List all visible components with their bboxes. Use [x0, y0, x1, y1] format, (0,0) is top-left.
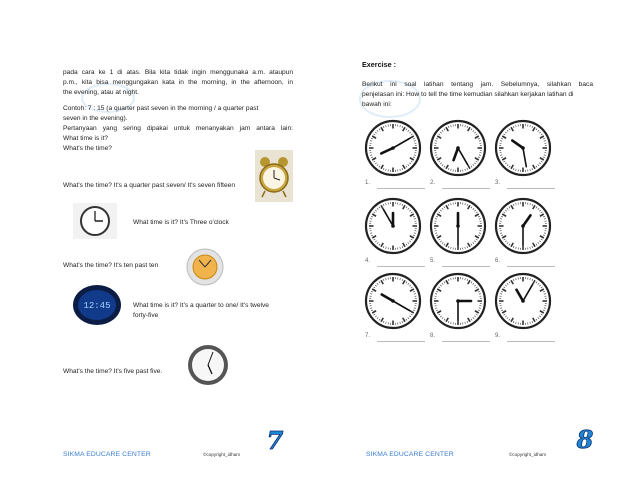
answer-line-8[interactable] — [442, 341, 490, 342]
instruction-line-3: bawah ini: — [362, 101, 392, 108]
clock-label-2: 2. — [430, 180, 436, 186]
clock-label-8: 8. — [430, 333, 436, 339]
example-line-1: Contoh: 7 : 15 (a quarter past seven in the morning / a quarter past — [63, 105, 259, 112]
example-answer-4-line-2: forty-five — [133, 312, 159, 319]
answer-line-2[interactable] — [442, 188, 490, 189]
clock-label-3: 3. — [495, 180, 501, 186]
exercise-clock-3 — [493, 118, 553, 178]
exercise-clock-9 — [493, 271, 553, 331]
answer-line-9[interactable] — [507, 341, 555, 342]
answer-line-5[interactable] — [442, 266, 490, 267]
footer-copyright-right: ©copyright_idham — [509, 452, 547, 457]
example-answer-1: What's the time? It's a quarter past seven/ It's seven fifteen — [63, 182, 236, 189]
exercise-clock-7 — [363, 271, 423, 331]
page-number-7 — [264, 428, 286, 452]
exercise-clock-8 — [428, 271, 488, 331]
question-intro: Pertanyaan yang sering dipakai untuk menanyakan jam antara lain: — [63, 125, 293, 132]
exercise-clock-2 — [428, 118, 488, 178]
answer-line-1[interactable] — [377, 188, 425, 189]
clock-label-1: 1. — [365, 180, 371, 186]
answer-line-7[interactable] — [377, 341, 425, 342]
exercise-clock-6 — [493, 196, 553, 256]
example-answer-3: What's the time? It's ten past ten — [63, 262, 159, 269]
example-answer-5: What's the time? It's five past five. — [63, 368, 163, 375]
digital-clock-image — [72, 284, 122, 326]
svg-text:7: 7 — [266, 428, 284, 452]
clock-label-6: 6. — [495, 258, 501, 264]
question-2: What's the time? — [63, 145, 112, 152]
exercise-clock-1 — [363, 118, 423, 178]
round-clock-image — [186, 343, 230, 387]
footer-copyright-left: ©copyright_idham — [203, 452, 241, 457]
answer-line-4[interactable] — [377, 266, 425, 267]
gear-clock-image — [183, 247, 227, 287]
example-answer-4-line-1: What time is it? It's a quarter to one/ It's twelve — [133, 302, 269, 309]
clock-label-7: 7. — [365, 333, 371, 339]
alarm-clock-image — [255, 150, 293, 202]
answer-line-3[interactable] — [507, 188, 555, 189]
paragraph-line-2: p.m., kita bisa menggungakan kata in the morning, in the afternoon, in — [63, 79, 293, 86]
exercise-clock-4 — [363, 196, 423, 256]
paragraph-line-1: pada cara ke 1 di atas. Bila kita tidak ingin menggunaka a.m. ataupun — [63, 69, 293, 76]
page-number-8 — [573, 426, 597, 452]
clock-label-5: 5. — [430, 258, 436, 264]
right-page — [319, 0, 638, 493]
clock-label-9: 9. — [495, 333, 501, 339]
clock-label-4: 4. — [365, 258, 371, 264]
svg-text:8: 8 — [576, 426, 594, 452]
paragraph-line-3: the evening, atau at night. — [63, 89, 139, 96]
digital-time-readout: 12:45 — [83, 301, 111, 311]
instruction-line-1: Berikut ini soal latihan tentang jam. Sebelumnya, silahkan baca — [362, 81, 593, 88]
example-line-2: seven in the evening). — [63, 115, 128, 122]
example-answer-2: What time is it? It's Three o'clock — [133, 219, 229, 226]
exercise-clock-5 — [428, 196, 488, 256]
answer-line-6[interactable] — [507, 266, 555, 267]
question-1: What time is it? — [63, 135, 109, 142]
wall-clock-image — [73, 203, 117, 239]
footer-brand-right: SIKMA EDUCARE CENTER — [366, 451, 454, 458]
instruction-line-2: penjelasan ini: How to tell the time kemudian silahkan kerjakan latihan di — [362, 91, 574, 98]
footer-brand-left: SIKMA EDUCARE CENTER — [63, 451, 151, 458]
exercise-title: Exercise : — [362, 60, 396, 69]
